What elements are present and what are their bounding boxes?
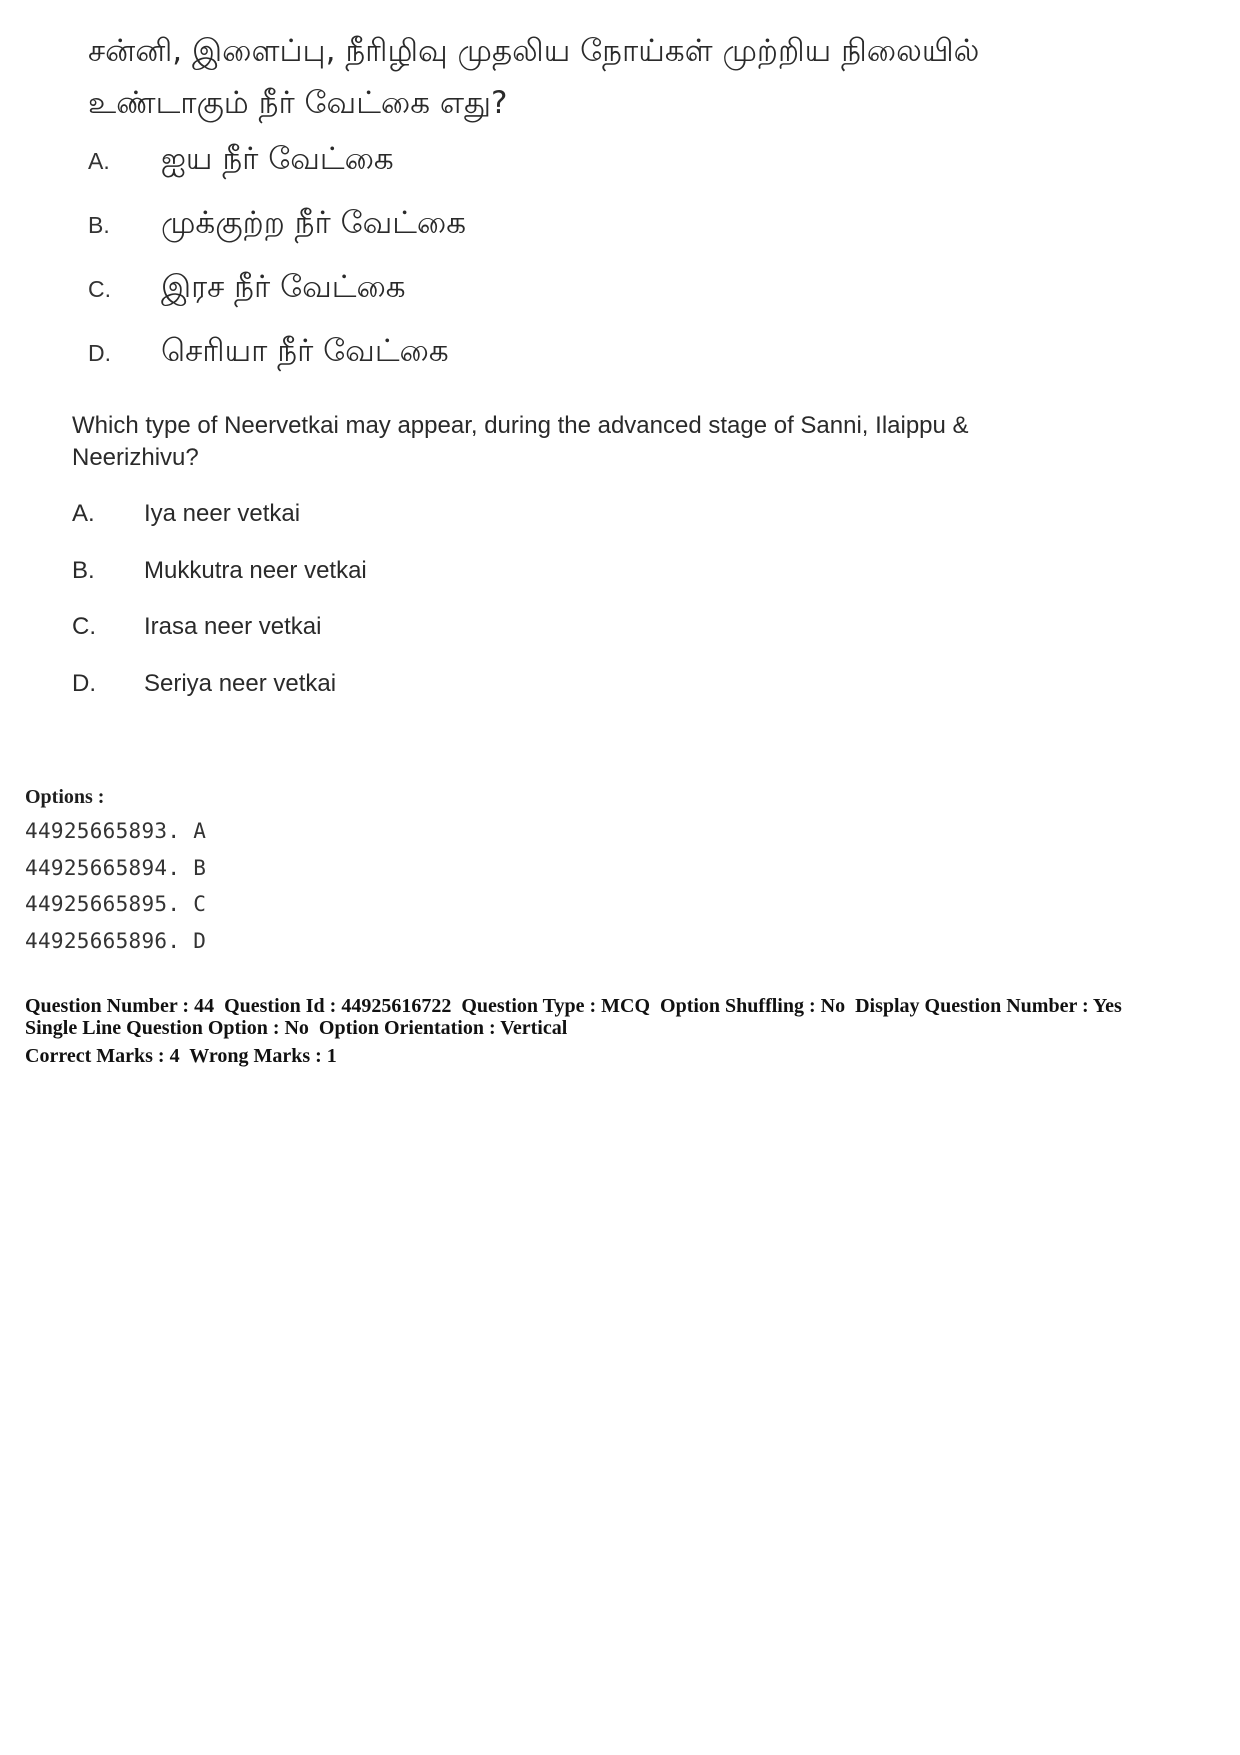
option-text: Mukkutra neer vetkai <box>144 556 367 584</box>
option-letter: B. <box>88 211 110 238</box>
option-code: 44925665894. B <box>25 855 207 880</box>
option-letter: A. <box>88 147 110 174</box>
option-code: 44925665896. D <box>25 928 207 953</box>
meta-line-marks: Correct Marks : 4 Wrong Marks : 1 <box>25 1045 337 1067</box>
option-text: செரியா நீர் வேட்கை <box>161 333 449 369</box>
english-question-text: Which type of Neervetkai may appear, during the advanced stage of Sanni, Ilaippu & Neerizhivu? <box>72 412 969 471</box>
tamil-option-d <box>88 321 1190 385</box>
option-letter: D. <box>88 339 111 366</box>
english-option-b <box>72 543 1192 600</box>
option-letter: C. <box>72 613 96 641</box>
tamil-question-line-2: உண்டாகும் நீர் வேட்கை எது? <box>88 85 508 121</box>
tamil-question-block <box>70 25 1190 385</box>
option-text: Seriya neer vetkai <box>144 669 337 697</box>
english-question-block <box>72 410 1192 712</box>
option-letter: C. <box>88 275 111 302</box>
meta-line-option-info: Single Line Question Option : No Option Orientation : Vertical <box>25 1017 568 1039</box>
option-text: இரச நீர் வேட்கை <box>161 269 406 305</box>
option-text: ஐய நீர் வேட்கை <box>161 141 394 177</box>
options-section <box>25 786 206 959</box>
option-letter: D. <box>72 669 96 697</box>
english-option-c <box>72 599 1192 656</box>
option-code: 44925665895. C <box>25 892 207 916</box>
tamil-option-a <box>88 129 1190 193</box>
option-text: Iya neer vetkai <box>144 500 301 528</box>
tamil-option-c <box>88 257 1190 321</box>
option-letter: A. <box>72 500 95 528</box>
option-code: 44925665893. A <box>25 819 207 843</box>
option-text: Irasa neer vetkai <box>144 613 322 641</box>
options-heading: Options : <box>25 786 105 808</box>
tamil-question-text <box>88 25 1190 129</box>
tamil-question-line-1: சன்னி, இளைப்பு, நீரிழிவு முதலிய நோய்கள் முற்றிய நிலையில் <box>88 33 980 69</box>
english-option-d <box>72 656 1192 713</box>
tamil-option-b <box>88 193 1190 257</box>
question-meta <box>25 995 1122 1067</box>
option-text: முக்குற்ற நீர் வேட்கை <box>161 205 467 241</box>
english-option-a <box>72 486 1192 543</box>
meta-line-question-info: Question Number : 44 Question Id : 44925616722 Question Type : MCQ Option Shuffling : No Display Question Number : Yes <box>25 995 1122 1017</box>
option-letter: B. <box>72 556 95 584</box>
